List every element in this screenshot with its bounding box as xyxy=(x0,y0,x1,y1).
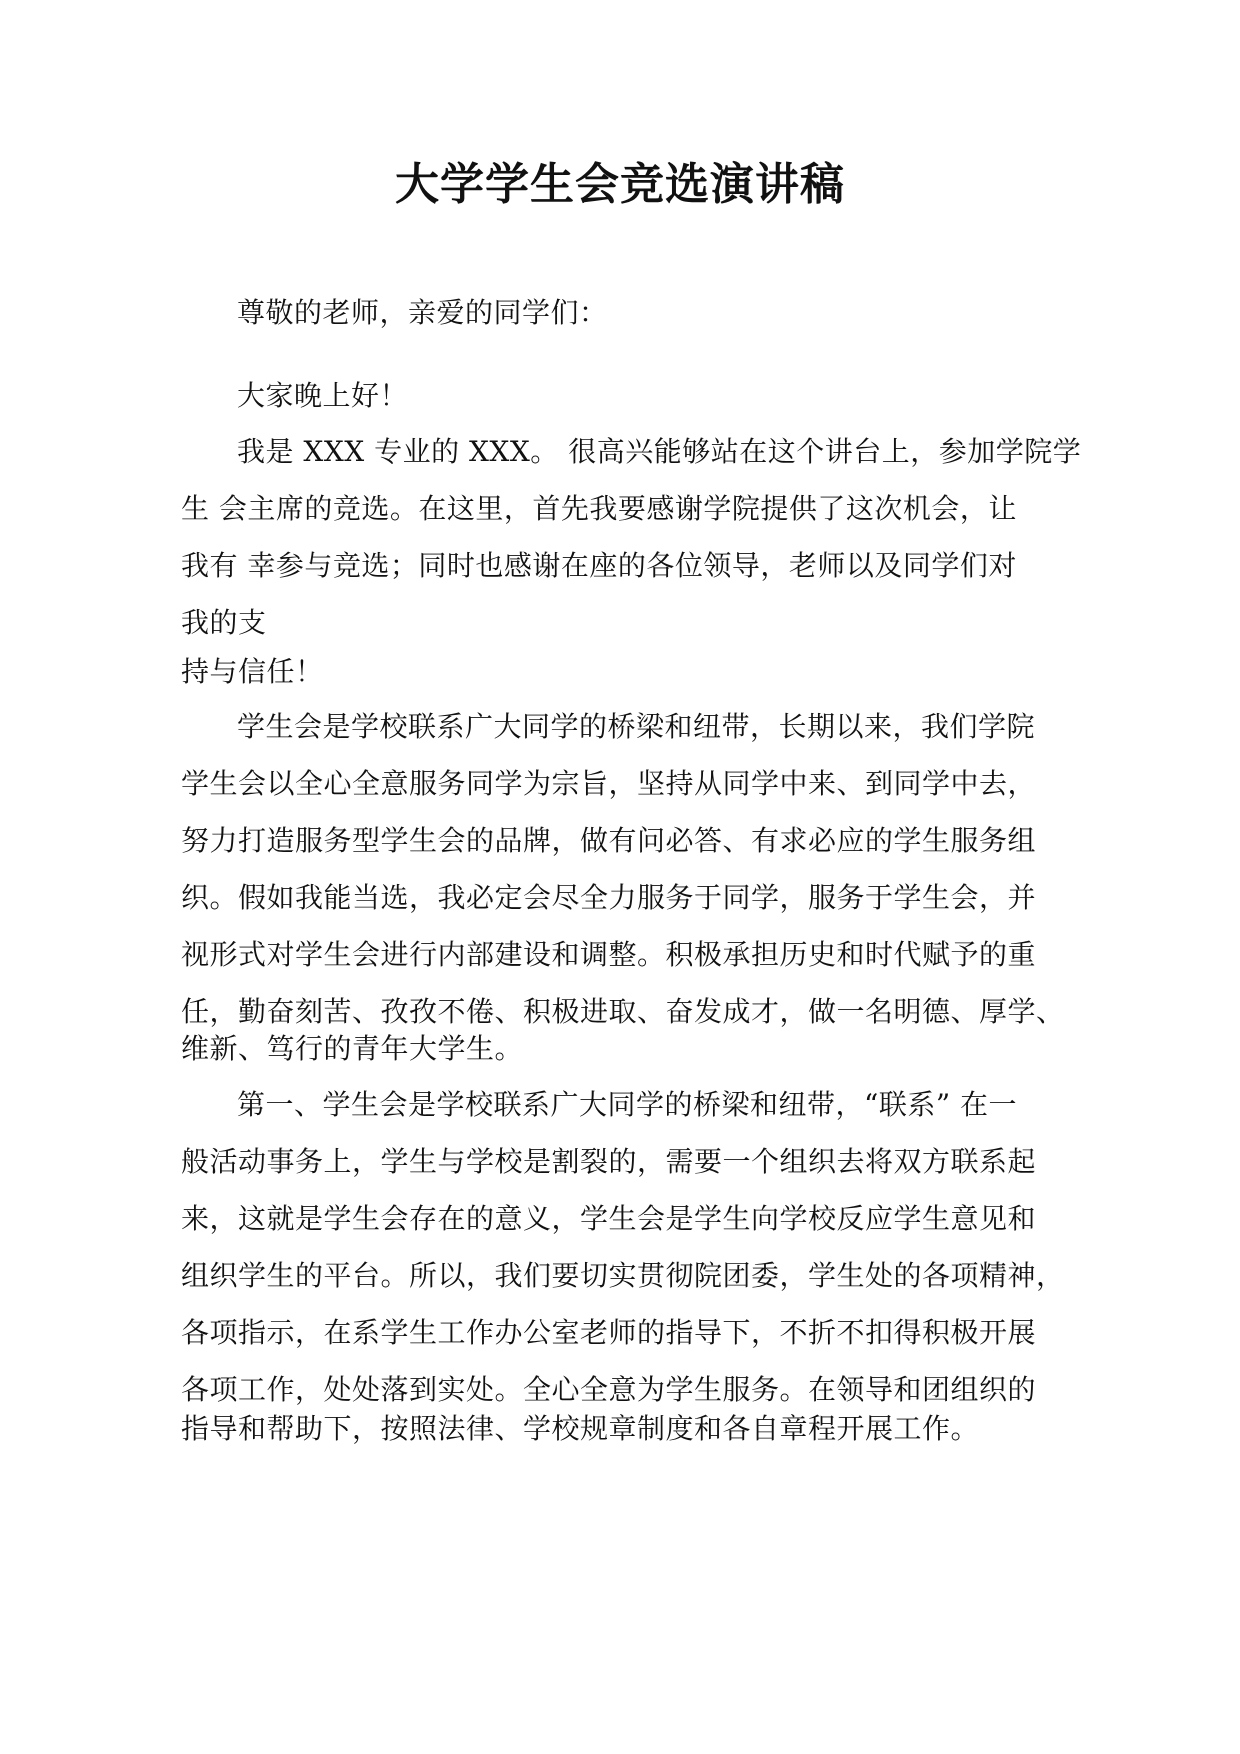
paragraph-line: 般活动事务上，学生与学校是割裂的，需要一个组织去将双方联系起 xyxy=(181,1145,1037,1178)
paragraph-line: 来，这就是学生会存在的意义，学生会是学生向学校反应学生意见和 xyxy=(181,1202,1037,1235)
greeting: 大家晚上好！ xyxy=(237,379,409,412)
intro-tail-block xyxy=(181,643,1061,700)
paragraph-line: 任，勤奋刻苦、孜孜不倦、积极进取、奋发成才，做一名明德、厚学、 xyxy=(181,995,1065,1028)
intro-paragraph xyxy=(181,423,1082,651)
paragraph-line: 视形式对学生会进行内部建设和调整。积极承担历史和时代赋予的重 xyxy=(181,938,1037,971)
paragraph-1-tail: 维新、笃行的青年大学生。 xyxy=(181,1032,524,1065)
salutation-block xyxy=(181,284,1061,341)
paragraph-2-tail-block xyxy=(181,1400,1061,1457)
paragraph-line: 组织学生的平台。所以，我们要切实贯彻院团委，学生处的各项精神， xyxy=(181,1259,1065,1292)
greeting-block xyxy=(181,367,1061,424)
document-title: 大学学生会竞选演讲稿 xyxy=(395,159,845,210)
paragraph-line: 织。假如我能当选，我必定会尽全力服务于同学，服务于学生会，并 xyxy=(181,881,1037,914)
intro-line: 我是 XXX 专业的 XXX。 很高兴能够站在这个讲台上，参加学院学 xyxy=(237,435,1082,468)
salutation: 尊敬的老师，亲爱的同学们： xyxy=(237,296,608,329)
paragraph-2 xyxy=(181,1076,1065,1418)
paragraph-2-tail: 指导和帮助下，按照法律、学校规章制度和各自章程开展工作。 xyxy=(181,1412,980,1445)
intro-line: 生 会主席的竞选。在这里，首先我要感谢学院提供了这次机会，让 xyxy=(181,492,1017,525)
intro-line: 我的支 xyxy=(181,606,267,639)
paragraph-line: 各项指示，在系学生工作办公室老师的指导下，不折不扣得积极开展 xyxy=(181,1316,1037,1349)
paragraph-line: 努力打造服务型学生会的品牌，做有问必答、有求必应的学生服务组 xyxy=(181,824,1037,857)
paragraph-line: 学生会是学校联系广大同学的桥梁和纽带，长期以来，我们学院 xyxy=(237,710,1036,743)
paragraph-1-tail-block xyxy=(181,1020,1061,1077)
paragraph-line: 第一、学生会是学校联系广大同学的桥梁和纽带，“联系” 在一 xyxy=(237,1088,1018,1121)
intro-tail: 持与信任！ xyxy=(181,655,324,688)
intro-line: 我有 幸参与竞选；同时也感谢在座的各位领导，老师以及同学们对 xyxy=(181,549,1017,582)
paragraph-1 xyxy=(181,698,1065,1040)
paragraph-line: 各项工作，处处落到实处。全心全意为学生服务。在领导和团组织的 xyxy=(181,1373,1037,1406)
paragraph-line: 学生会以全心全意服务同学为宗旨，坚持从同学中来、到同学中去， xyxy=(181,767,1037,800)
